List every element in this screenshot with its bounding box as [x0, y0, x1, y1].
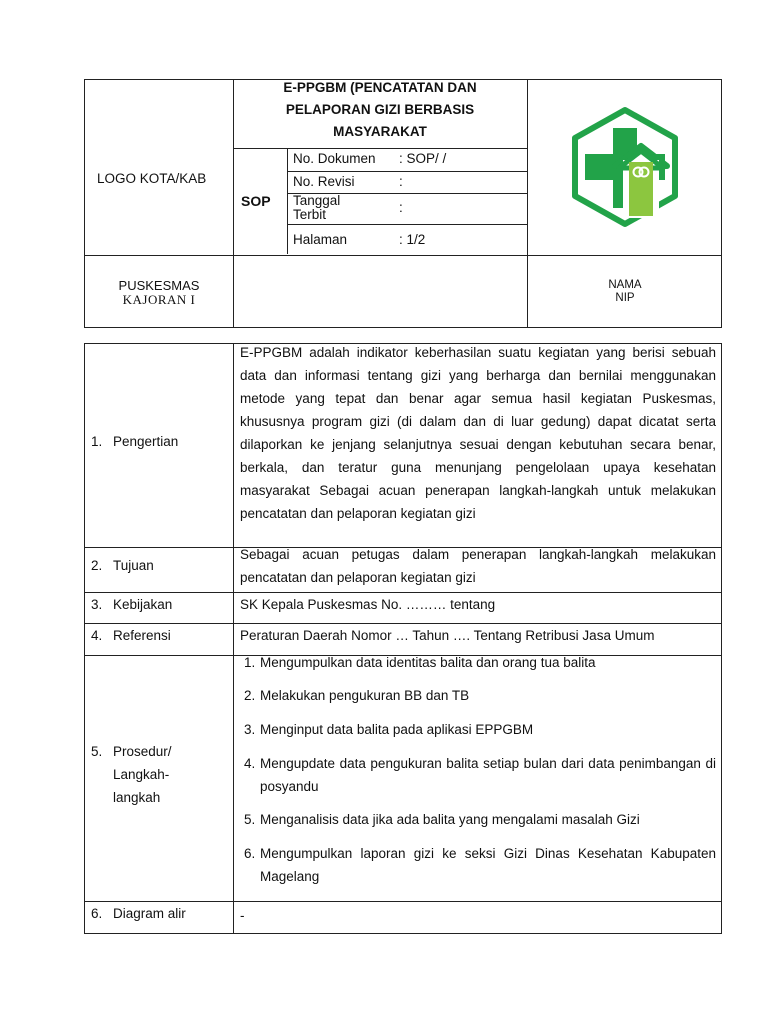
divider — [233, 344, 234, 933]
section-text-policy: SK Kepala Puskesmas No. ……… tentang — [240, 597, 496, 612]
puskesmas-name: PUSKESMAS KAJORAN I — [118, 278, 200, 307]
section-text-purpose: Sebagai acuan petugas dalam penerapan langkah-langkah melakukan pencatatan dan pelaporan kegiatan gizi — [240, 547, 716, 585]
section-label-flowchart: 6. Diagram alir — [91, 906, 186, 921]
divider — [233, 148, 527, 149]
procedure-step: 5. Menganalisis data jika ada balita yang mengalami masalah Gizi — [244, 812, 640, 827]
field-value-document-number: : SOP/ / — [399, 151, 447, 166]
section-text-reference: Peraturan Daerah Nomor … Tahun …. Tentang Retribusi Jasa Umum — [240, 628, 655, 643]
section-text-definition: E-PPGBM adalah indikator keberhasilan suatu kegiatan yang berisi sebuah data dan informasi tentang gizi yang berharga dan bernilai menggunakan metode yang tepat dan benar agar semua hasil kegiatan Puskesmas, khususnya program gizi (di dalam dan di luar gedung) dapat dicatat serta dilaporkan ke jenjang selanjutnya sesuai dengan kebutuhan secara benar, berkala, dan teratur guna menunjang pengelolaan upaya kesehatan masyarakat Sebagai acuan penerapan langkah-langkah untuk melakukan pencatatan dan pelaporan kegiatan gizi — [240, 345, 716, 521]
section-label-policy: 3. Kebijakan — [91, 597, 173, 612]
field-value-issue-date: : — [399, 200, 403, 215]
field-value-revision: : — [399, 174, 403, 189]
divider — [287, 224, 527, 225]
header-table — [84, 79, 722, 328]
logo-placeholder-label: LOGO KOTA/KAB — [97, 171, 207, 186]
section-label-procedure: 5. Prosedur/ Langkah- langkah — [91, 744, 172, 805]
sop-label: SOP — [241, 193, 271, 209]
procedure-step: 1. Mengumpulkan data identitas balita dan orang tua balita — [244, 655, 596, 670]
document-title: E-PPGBM (PENCATATAN DAN PELAPORAN GIZI BERBASIS MASYARAKAT — [283, 80, 477, 139]
divider — [85, 255, 721, 256]
procedure-step: 4. Mengupdate data pengukuran balita setiap bulan dari data penimbangan di posyandu — [244, 756, 716, 794]
field-label-issue-date: Tanggal Terbit — [293, 193, 341, 222]
content-table — [84, 343, 722, 934]
section-label-purpose: 2. Tujuan — [91, 558, 154, 573]
section-label-reference: 4. Referensi — [91, 628, 171, 643]
procedure-step: 2. Melakukan pengukuran BB dan TB — [244, 688, 470, 703]
section-text-flowchart: - — [240, 908, 245, 923]
signatory-block: NAMA NIP — [608, 279, 642, 304]
field-label-revision: No. Revisi — [293, 174, 355, 189]
procedure-step: 3. Menginput data balita pada aplikasi EPPGBM — [244, 722, 534, 737]
field-label-page: Halaman — [293, 232, 348, 247]
section-label-definition: 1. Pengertian — [91, 434, 179, 449]
puskesmas-logo-icon — [563, 106, 687, 230]
divider — [287, 171, 527, 172]
divider — [287, 148, 288, 254]
field-value-page: : 1/2 — [399, 232, 426, 247]
puskesmas-logo — [563, 106, 687, 230]
procedure-step: 6. Mengumpulkan laporan gizi ke seksi Gizi Dinas Kesehatan Kabupaten Magelang — [244, 846, 716, 884]
field-label-document-number: No. Dokumen — [293, 151, 376, 166]
